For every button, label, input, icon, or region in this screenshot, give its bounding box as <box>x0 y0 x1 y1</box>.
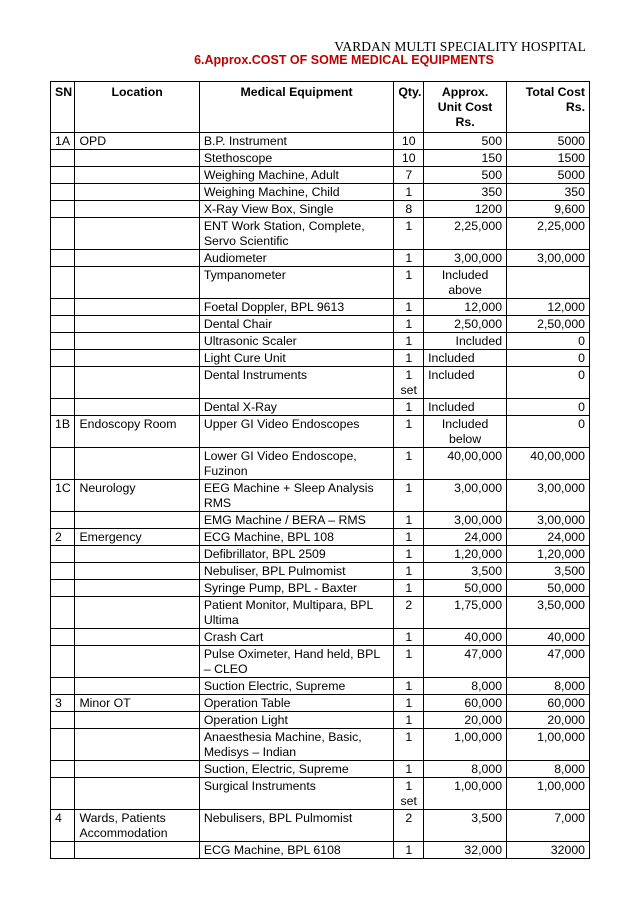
table-row <box>51 761 590 778</box>
row-total-cost: 50,000 <box>507 580 590 597</box>
row-unit-cost: 12,000 <box>424 299 507 316</box>
table-row <box>51 712 590 729</box>
row-unit-cost: 2,25,000 <box>424 218 507 250</box>
row-equipment: X-Ray View Box, Single <box>199 201 394 218</box>
table-row <box>51 563 590 580</box>
row-total-cost: 3,00,000 <box>507 480 590 512</box>
row-sn <box>51 184 75 201</box>
row-total-cost: 1,00,000 <box>507 778 590 810</box>
row-qty: 1 <box>394 695 424 712</box>
row-qty: 2 <box>394 597 424 629</box>
row-qty: 1 <box>394 333 424 350</box>
row-qty: 1 <box>394 416 424 448</box>
row-location: Wards, Patients Accommodation <box>75 810 199 842</box>
table-row <box>51 416 590 448</box>
row-qty: 1 <box>394 563 424 580</box>
table-row <box>51 512 590 529</box>
row-sn <box>51 250 75 267</box>
row-qty: 7 <box>394 167 424 184</box>
row-sn <box>51 678 75 695</box>
row-sn <box>51 761 75 778</box>
row-location <box>75 184 199 201</box>
row-equipment: Stethoscope <box>199 150 394 167</box>
row-unit-cost: 8,000 <box>424 678 507 695</box>
table-row <box>51 150 590 167</box>
row-location <box>75 778 199 810</box>
row-equipment: Suction Electric, Supreme <box>199 678 394 695</box>
row-qty: 1 <box>394 629 424 646</box>
row-sn <box>51 729 75 761</box>
row-sn <box>51 512 75 529</box>
row-equipment: Anaesthesia Machine, Basic, Medisys – Indian <box>199 729 394 761</box>
row-equipment: Surgical Instruments <box>199 778 394 810</box>
table-row <box>51 267 590 299</box>
row-unit-cost: 3,500 <box>424 810 507 842</box>
row-location: Neurology <box>75 480 199 512</box>
row-unit-cost: Included above <box>424 267 507 299</box>
row-equipment: EEG Machine + Sleep Analysis RMS <box>199 480 394 512</box>
row-qty: 1 <box>394 299 424 316</box>
row-qty: 1 <box>394 399 424 416</box>
col-header-total-cost: Total Cost Rs. <box>507 82 590 133</box>
row-sn <box>51 399 75 416</box>
row-unit-cost: 1,00,000 <box>424 778 507 810</box>
row-total-cost: 0 <box>507 367 590 399</box>
row-location: OPD <box>75 133 199 150</box>
row-location <box>75 350 199 367</box>
table-row <box>51 695 590 712</box>
row-unit-cost: Included <box>424 350 507 367</box>
row-equipment: Syringe Pump, BPL - Baxter <box>199 580 394 597</box>
row-sn <box>51 563 75 580</box>
row-location <box>75 150 199 167</box>
row-sn: 3 <box>51 695 75 712</box>
row-qty: 1 <box>394 546 424 563</box>
row-unit-cost: 1,00,000 <box>424 729 507 761</box>
row-qty: 1 <box>394 512 424 529</box>
row-unit-cost: Included <box>424 367 507 399</box>
row-equipment: ECG Machine, BPL 6108 <box>199 842 394 859</box>
col-header-unit-cost: Approx. Unit Cost Rs. <box>424 82 507 133</box>
row-unit-cost: 40,000 <box>424 629 507 646</box>
row-qty: 1 set <box>394 367 424 399</box>
row-qty: 1 <box>394 350 424 367</box>
table-row <box>51 842 590 859</box>
row-total-cost: 0 <box>507 399 590 416</box>
row-qty: 1 <box>394 761 424 778</box>
row-unit-cost: 3,00,000 <box>424 512 507 529</box>
row-qty: 1 <box>394 678 424 695</box>
row-total-cost: 1500 <box>507 150 590 167</box>
row-equipment: Patient Monitor, Multipara, BPL Ultima <box>199 597 394 629</box>
row-equipment: Light Cure Unit <box>199 350 394 367</box>
row-sn <box>51 150 75 167</box>
row-qty: 1 set <box>394 778 424 810</box>
row-total-cost: 60,000 <box>507 695 590 712</box>
row-location: Emergency <box>75 529 199 546</box>
row-qty: 1 <box>394 184 424 201</box>
row-location <box>75 842 199 859</box>
row-total-cost: 7,000 <box>507 810 590 842</box>
row-location <box>75 712 199 729</box>
row-equipment: Suction, Electric, Supreme <box>199 761 394 778</box>
row-total-cost: 40,00,000 <box>507 448 590 480</box>
table-row <box>51 350 590 367</box>
row-sn <box>51 448 75 480</box>
row-qty: 1 <box>394 712 424 729</box>
row-sn <box>51 629 75 646</box>
row-total-cost: 5000 <box>507 133 590 150</box>
row-equipment: B.P. Instrument <box>199 133 394 150</box>
row-equipment: Dental Chair <box>199 316 394 333</box>
row-qty: 1 <box>394 267 424 299</box>
row-sn <box>51 778 75 810</box>
row-unit-cost: 3,500 <box>424 563 507 580</box>
row-sn: 1A <box>51 133 75 150</box>
row-location <box>75 761 199 778</box>
table-row <box>51 333 590 350</box>
table-row <box>51 184 590 201</box>
row-qty: 2 <box>394 810 424 842</box>
row-sn <box>51 597 75 629</box>
row-qty: 1 <box>394 580 424 597</box>
row-equipment: Upper GI Video Endoscopes <box>199 416 394 448</box>
row-total-cost: 9,600 <box>507 201 590 218</box>
row-location <box>75 167 199 184</box>
row-sn <box>51 333 75 350</box>
row-equipment: Audiometer <box>199 250 394 267</box>
row-sn <box>51 646 75 678</box>
row-location <box>75 399 199 416</box>
row-unit-cost: 500 <box>424 133 507 150</box>
table-row <box>51 250 590 267</box>
row-location <box>75 597 199 629</box>
row-unit-cost: 40,00,000 <box>424 448 507 480</box>
row-unit-cost: 1,20,000 <box>424 546 507 563</box>
table-row <box>51 678 590 695</box>
row-sn <box>51 546 75 563</box>
row-qty: 1 <box>394 448 424 480</box>
row-total-cost: 0 <box>507 416 590 448</box>
col-header-location: Location <box>75 82 199 133</box>
table-row <box>51 546 590 563</box>
row-location <box>75 299 199 316</box>
row-location <box>75 218 199 250</box>
row-location <box>75 201 199 218</box>
row-equipment: Lower GI Video Endoscope, Fuzinon <box>199 448 394 480</box>
row-unit-cost: 3,00,000 <box>424 480 507 512</box>
row-sn <box>51 218 75 250</box>
row-unit-cost: 3,00,000 <box>424 250 507 267</box>
row-total-cost: 20,000 <box>507 712 590 729</box>
row-location <box>75 678 199 695</box>
table-row <box>51 646 590 678</box>
row-unit-cost: Included <box>424 333 507 350</box>
table-row <box>51 597 590 629</box>
row-sn <box>51 299 75 316</box>
row-total-cost: 3,500 <box>507 563 590 580</box>
row-unit-cost: 50,000 <box>424 580 507 597</box>
col-header-equipment: Medical Equipment <box>199 82 394 133</box>
row-location <box>75 580 199 597</box>
page-title: 6.Approx.COST OF SOME MEDICAL EQUIPMENTS <box>194 53 494 67</box>
row-sn: 4 <box>51 810 75 842</box>
row-sn <box>51 367 75 399</box>
row-total-cost: 3,00,000 <box>507 250 590 267</box>
row-equipment: Ultrasonic Scaler <box>199 333 394 350</box>
row-unit-cost: 20,000 <box>424 712 507 729</box>
row-total-cost: 5000 <box>507 167 590 184</box>
row-total-cost: 12,000 <box>507 299 590 316</box>
row-equipment: EMG Machine / BERA – RMS <box>199 512 394 529</box>
row-unit-cost: 47,000 <box>424 646 507 678</box>
row-qty: 1 <box>394 729 424 761</box>
row-location <box>75 316 199 333</box>
row-unit-cost: 60,000 <box>424 695 507 712</box>
row-equipment: Pulse Oximeter, Hand held, BPL – CLEO <box>199 646 394 678</box>
row-total-cost <box>507 267 590 299</box>
table-row <box>51 810 590 842</box>
row-total-cost: 40,000 <box>507 629 590 646</box>
row-equipment: ECG Machine, BPL 108 <box>199 529 394 546</box>
row-qty: 8 <box>394 201 424 218</box>
row-sn: 1B <box>51 416 75 448</box>
row-location <box>75 512 199 529</box>
row-total-cost: 0 <box>507 333 590 350</box>
row-location <box>75 333 199 350</box>
row-total-cost: 2,50,000 <box>507 316 590 333</box>
row-location <box>75 646 199 678</box>
row-equipment: Operation Table <box>199 695 394 712</box>
row-qty: 10 <box>394 133 424 150</box>
row-equipment: Nebuliser, BPL Pulmomist <box>199 563 394 580</box>
table-row <box>51 778 590 810</box>
row-sn: 2 <box>51 529 75 546</box>
row-sn <box>51 712 75 729</box>
table-header-row <box>51 82 590 133</box>
table-row <box>51 133 590 150</box>
row-location <box>75 729 199 761</box>
row-location <box>75 546 199 563</box>
row-sn <box>51 167 75 184</box>
row-total-cost: 1,00,000 <box>507 729 590 761</box>
table-row <box>51 729 590 761</box>
row-unit-cost: 500 <box>424 167 507 184</box>
row-location <box>75 367 199 399</box>
row-equipment: ENT Work Station, Complete, Servo Scientific <box>199 218 394 250</box>
row-total-cost: 2,25,000 <box>507 218 590 250</box>
row-total-cost: 1,20,000 <box>507 546 590 563</box>
row-unit-cost: 8,000 <box>424 761 507 778</box>
row-unit-cost: 1,75,000 <box>424 597 507 629</box>
row-sn <box>51 316 75 333</box>
row-total-cost: 8,000 <box>507 678 590 695</box>
table-row <box>51 218 590 250</box>
row-qty: 1 <box>394 250 424 267</box>
table-row <box>51 316 590 333</box>
row-total-cost: 8,000 <box>507 761 590 778</box>
row-unit-cost: 2,50,000 <box>424 316 507 333</box>
row-unit-cost: 1200 <box>424 201 507 218</box>
table-row <box>51 529 590 546</box>
row-equipment: Operation Light <box>199 712 394 729</box>
row-total-cost: 3,00,000 <box>507 512 590 529</box>
row-unit-cost: 32,000 <box>424 842 507 859</box>
row-equipment: Defibrillator, BPL 2509 <box>199 546 394 563</box>
row-qty: 1 <box>394 316 424 333</box>
row-location <box>75 250 199 267</box>
row-qty: 1 <box>394 480 424 512</box>
row-location: Endoscopy Room <box>75 416 199 448</box>
row-sn <box>51 842 75 859</box>
table-row <box>51 399 590 416</box>
table-row <box>51 299 590 316</box>
hospital-name: VARDAN MULTI SPECIALITY HOSPITAL <box>334 39 586 54</box>
col-header-qty: Qty. <box>394 82 424 133</box>
row-unit-cost: 350 <box>424 184 507 201</box>
row-unit-cost: Included <box>424 399 507 416</box>
row-location: Minor OT <box>75 695 199 712</box>
row-equipment: Weighing Machine, Child <box>199 184 394 201</box>
row-sn <box>51 580 75 597</box>
row-equipment: Dental Instruments <box>199 367 394 399</box>
table-row <box>51 480 590 512</box>
row-unit-cost: 150 <box>424 150 507 167</box>
table-row <box>51 201 590 218</box>
row-equipment: Dental X-Ray <box>199 399 394 416</box>
row-sn <box>51 267 75 299</box>
row-total-cost: 3,50,000 <box>507 597 590 629</box>
row-sn: 1C <box>51 480 75 512</box>
row-location <box>75 563 199 580</box>
row-equipment: Crash Cart <box>199 629 394 646</box>
row-total-cost: 0 <box>507 350 590 367</box>
col-header-sn: SN <box>51 82 75 133</box>
row-unit-cost: Included below <box>424 416 507 448</box>
row-location <box>75 629 199 646</box>
row-location <box>75 267 199 299</box>
row-qty: 1 <box>394 646 424 678</box>
row-total-cost: 32000 <box>507 842 590 859</box>
row-unit-cost: 24,000 <box>424 529 507 546</box>
row-qty: 1 <box>394 842 424 859</box>
table-row <box>51 580 590 597</box>
row-location <box>75 448 199 480</box>
row-equipment: Foetal Doppler, BPL 9613 <box>199 299 394 316</box>
row-sn <box>51 201 75 218</box>
equipment-cost-table <box>50 81 590 859</box>
row-qty: 1 <box>394 529 424 546</box>
row-qty: 1 <box>394 218 424 250</box>
row-total-cost: 350 <box>507 184 590 201</box>
row-sn <box>51 350 75 367</box>
row-qty: 10 <box>394 150 424 167</box>
row-equipment: Tympanometer <box>199 267 394 299</box>
row-equipment: Weighing Machine, Adult <box>199 167 394 184</box>
row-equipment: Nebulisers, BPL Pulmomist <box>199 810 394 842</box>
table-row <box>51 629 590 646</box>
table-row <box>51 367 590 399</box>
row-total-cost: 24,000 <box>507 529 590 546</box>
row-total-cost: 47,000 <box>507 646 590 678</box>
table-row <box>51 448 590 480</box>
table-row <box>51 167 590 184</box>
